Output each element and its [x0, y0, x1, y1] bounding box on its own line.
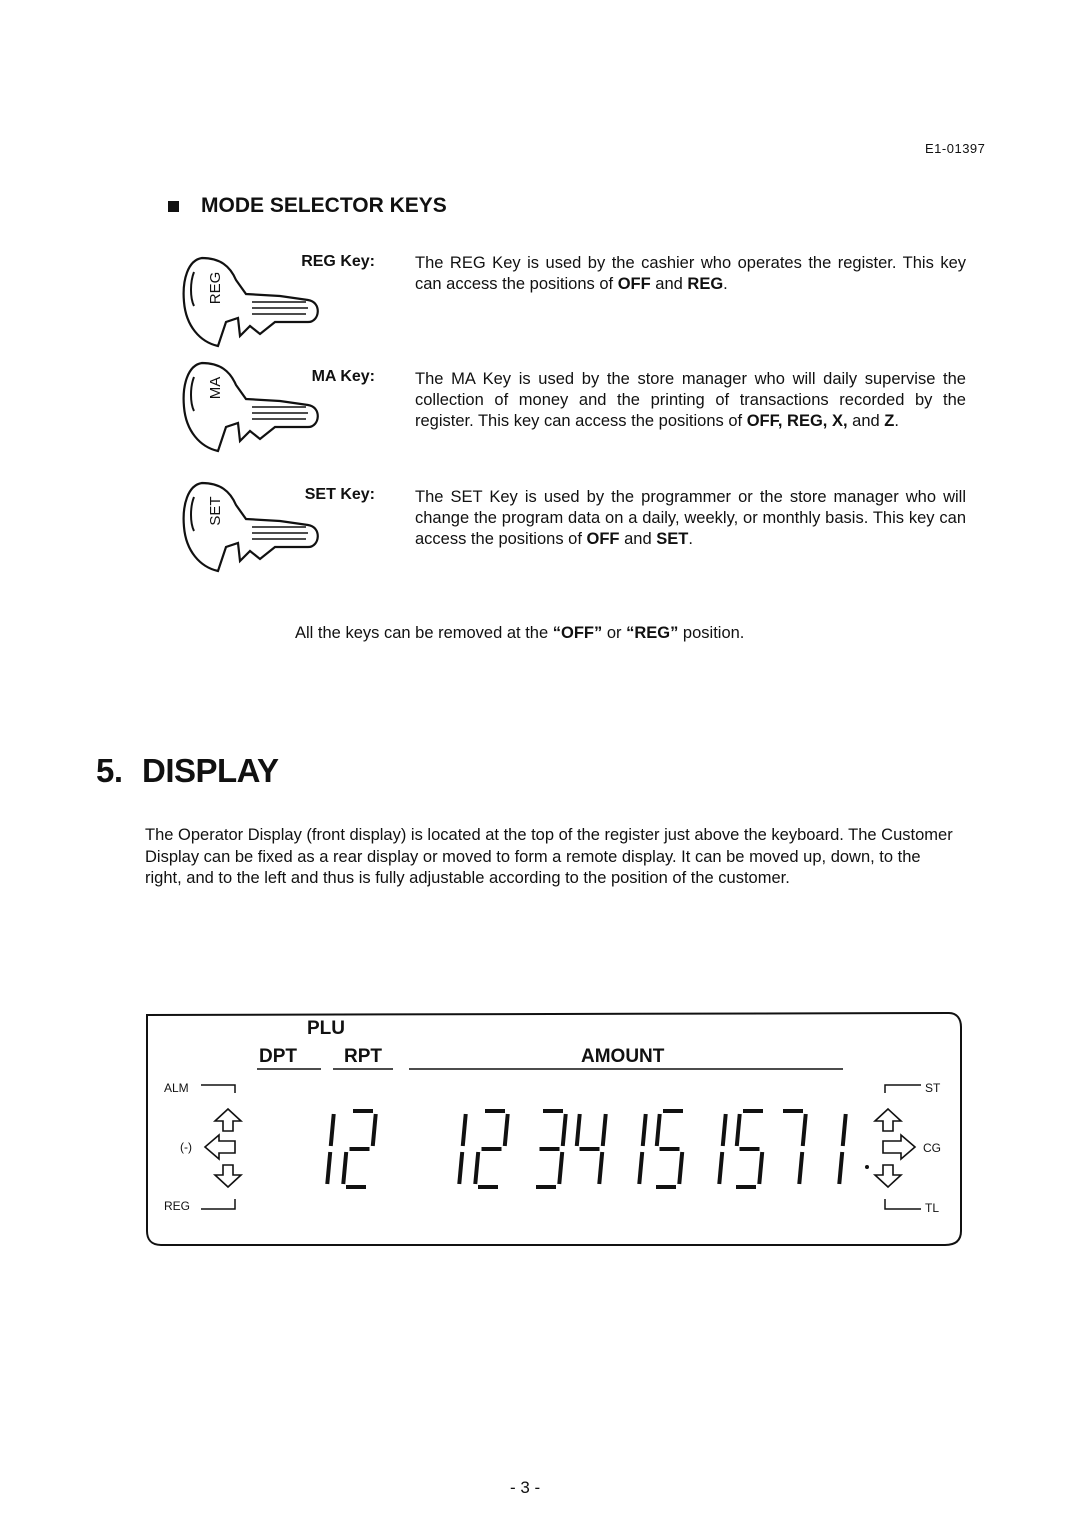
digit-amount-8 — [839, 1114, 845, 1184]
ma-key-label: MA Key: — [311, 368, 375, 385]
segment-f — [657, 1114, 660, 1146]
ma-key-engraving: MA — [207, 376, 224, 400]
section-number: 5. — [96, 752, 123, 789]
set-key-label: SET Key: — [304, 486, 375, 503]
down-arrow-icon — [215, 1165, 241, 1187]
reg-key-label: REG Key: — [301, 253, 375, 270]
digit-amount-2 — [577, 1114, 606, 1184]
section-heading — [168, 194, 447, 218]
segment-c — [679, 1152, 682, 1184]
digit-amount-7 — [783, 1111, 806, 1184]
segment-b — [463, 1114, 466, 1146]
digit-amount-3 — [639, 1114, 645, 1184]
segment-b — [505, 1114, 508, 1146]
set-key-description: The SET Key is used by the programmer or the store manager who will change the program data on a daily, weekly, or monthly basis. This key can access the positions of OFF and SET. — [415, 488, 966, 548]
document-code: E1-01397 — [925, 141, 986, 156]
decimal-point — [865, 1165, 869, 1169]
segment-f — [577, 1114, 580, 1146]
segment-c — [839, 1152, 842, 1184]
right-arrow-icon — [883, 1135, 915, 1159]
digit-dpt-1 — [327, 1114, 333, 1184]
digit-amount-4 — [656, 1111, 683, 1187]
segment-c — [599, 1152, 602, 1184]
ma-key-description: The MA Key is used by the store manager who will daily supervise the collection of money and the printing of transactions recorded by the register. This key can access the positions of OFF, REG, X, and Z. — [415, 370, 966, 430]
left-arrow-icon — [205, 1135, 235, 1159]
reg-key-description: The REG Key is used by the cashier who operates the register. This key can access the positions of OFF and REG. — [415, 254, 966, 293]
digit-amount-1 — [536, 1111, 566, 1187]
reg-indicator: REG — [164, 1199, 191, 1213]
cg-indicator: CG — [923, 1141, 941, 1155]
digit-dpt-2 — [343, 1111, 375, 1187]
display-panel — [143, 1009, 963, 1254]
segment-c — [327, 1152, 330, 1184]
display-description: The Operator Display (front display) is located at the top of the register just above the keyboard. The Customer Display can be fixed as a rear display or moved to form a remote display. It can be moved up, down, to the right, and to the left and thus is fully adjustable according to the position of the customer. — [145, 826, 953, 887]
digit-amount-5 — [719, 1114, 725, 1184]
page-number: - 3 - — [510, 1478, 541, 1497]
segment-e — [475, 1152, 478, 1184]
minus-indicator: (-) — [180, 1140, 192, 1154]
up-arrow-right-icon — [875, 1109, 901, 1131]
up-arrow-icon — [215, 1109, 241, 1131]
keys-removal-note: All the keys can be removed at the “OFF” or “REG” position. — [295, 624, 745, 642]
square-bullet-icon — [168, 201, 179, 212]
segment-b — [603, 1114, 606, 1146]
seven-segment-digits — [327, 1111, 845, 1187]
segment-b — [843, 1114, 846, 1146]
segment-f — [737, 1114, 740, 1146]
display-section-title: DISPLAY — [142, 752, 279, 789]
rpt-label: RPT — [344, 1046, 382, 1067]
segment-c — [759, 1152, 762, 1184]
segment-c — [559, 1152, 562, 1184]
segment-b — [643, 1114, 646, 1146]
st-indicator: ST — [925, 1081, 941, 1095]
segment-b — [803, 1114, 806, 1146]
dpt-label: DPT — [259, 1046, 297, 1067]
display-section-heading — [96, 752, 279, 790]
segment-e — [343, 1152, 346, 1184]
segment-c — [459, 1152, 462, 1184]
amount-label: AMOUNT — [581, 1046, 665, 1067]
set-key-engraving: SET — [207, 496, 224, 526]
segment-b — [373, 1114, 376, 1146]
segment-b — [563, 1114, 566, 1146]
segment-b — [331, 1114, 334, 1146]
segment-c — [719, 1152, 722, 1184]
segment-b — [723, 1114, 726, 1146]
digit-amount-6 — [736, 1111, 763, 1187]
down-arrow-right-icon — [875, 1165, 901, 1187]
plu-label: PLU — [307, 1018, 345, 1039]
segment-c — [639, 1152, 642, 1184]
section-title: MODE SELECTOR KEYS — [201, 194, 447, 217]
alm-indicator: ALM — [164, 1081, 189, 1095]
digit-rpt-1 — [459, 1114, 465, 1184]
segment-c — [799, 1152, 802, 1184]
display-panel-frame — [143, 1009, 963, 1249]
reg-key-engraving: REG — [207, 271, 224, 305]
tl-indicator: TL — [925, 1201, 940, 1215]
digit-rpt-2 — [475, 1111, 507, 1187]
